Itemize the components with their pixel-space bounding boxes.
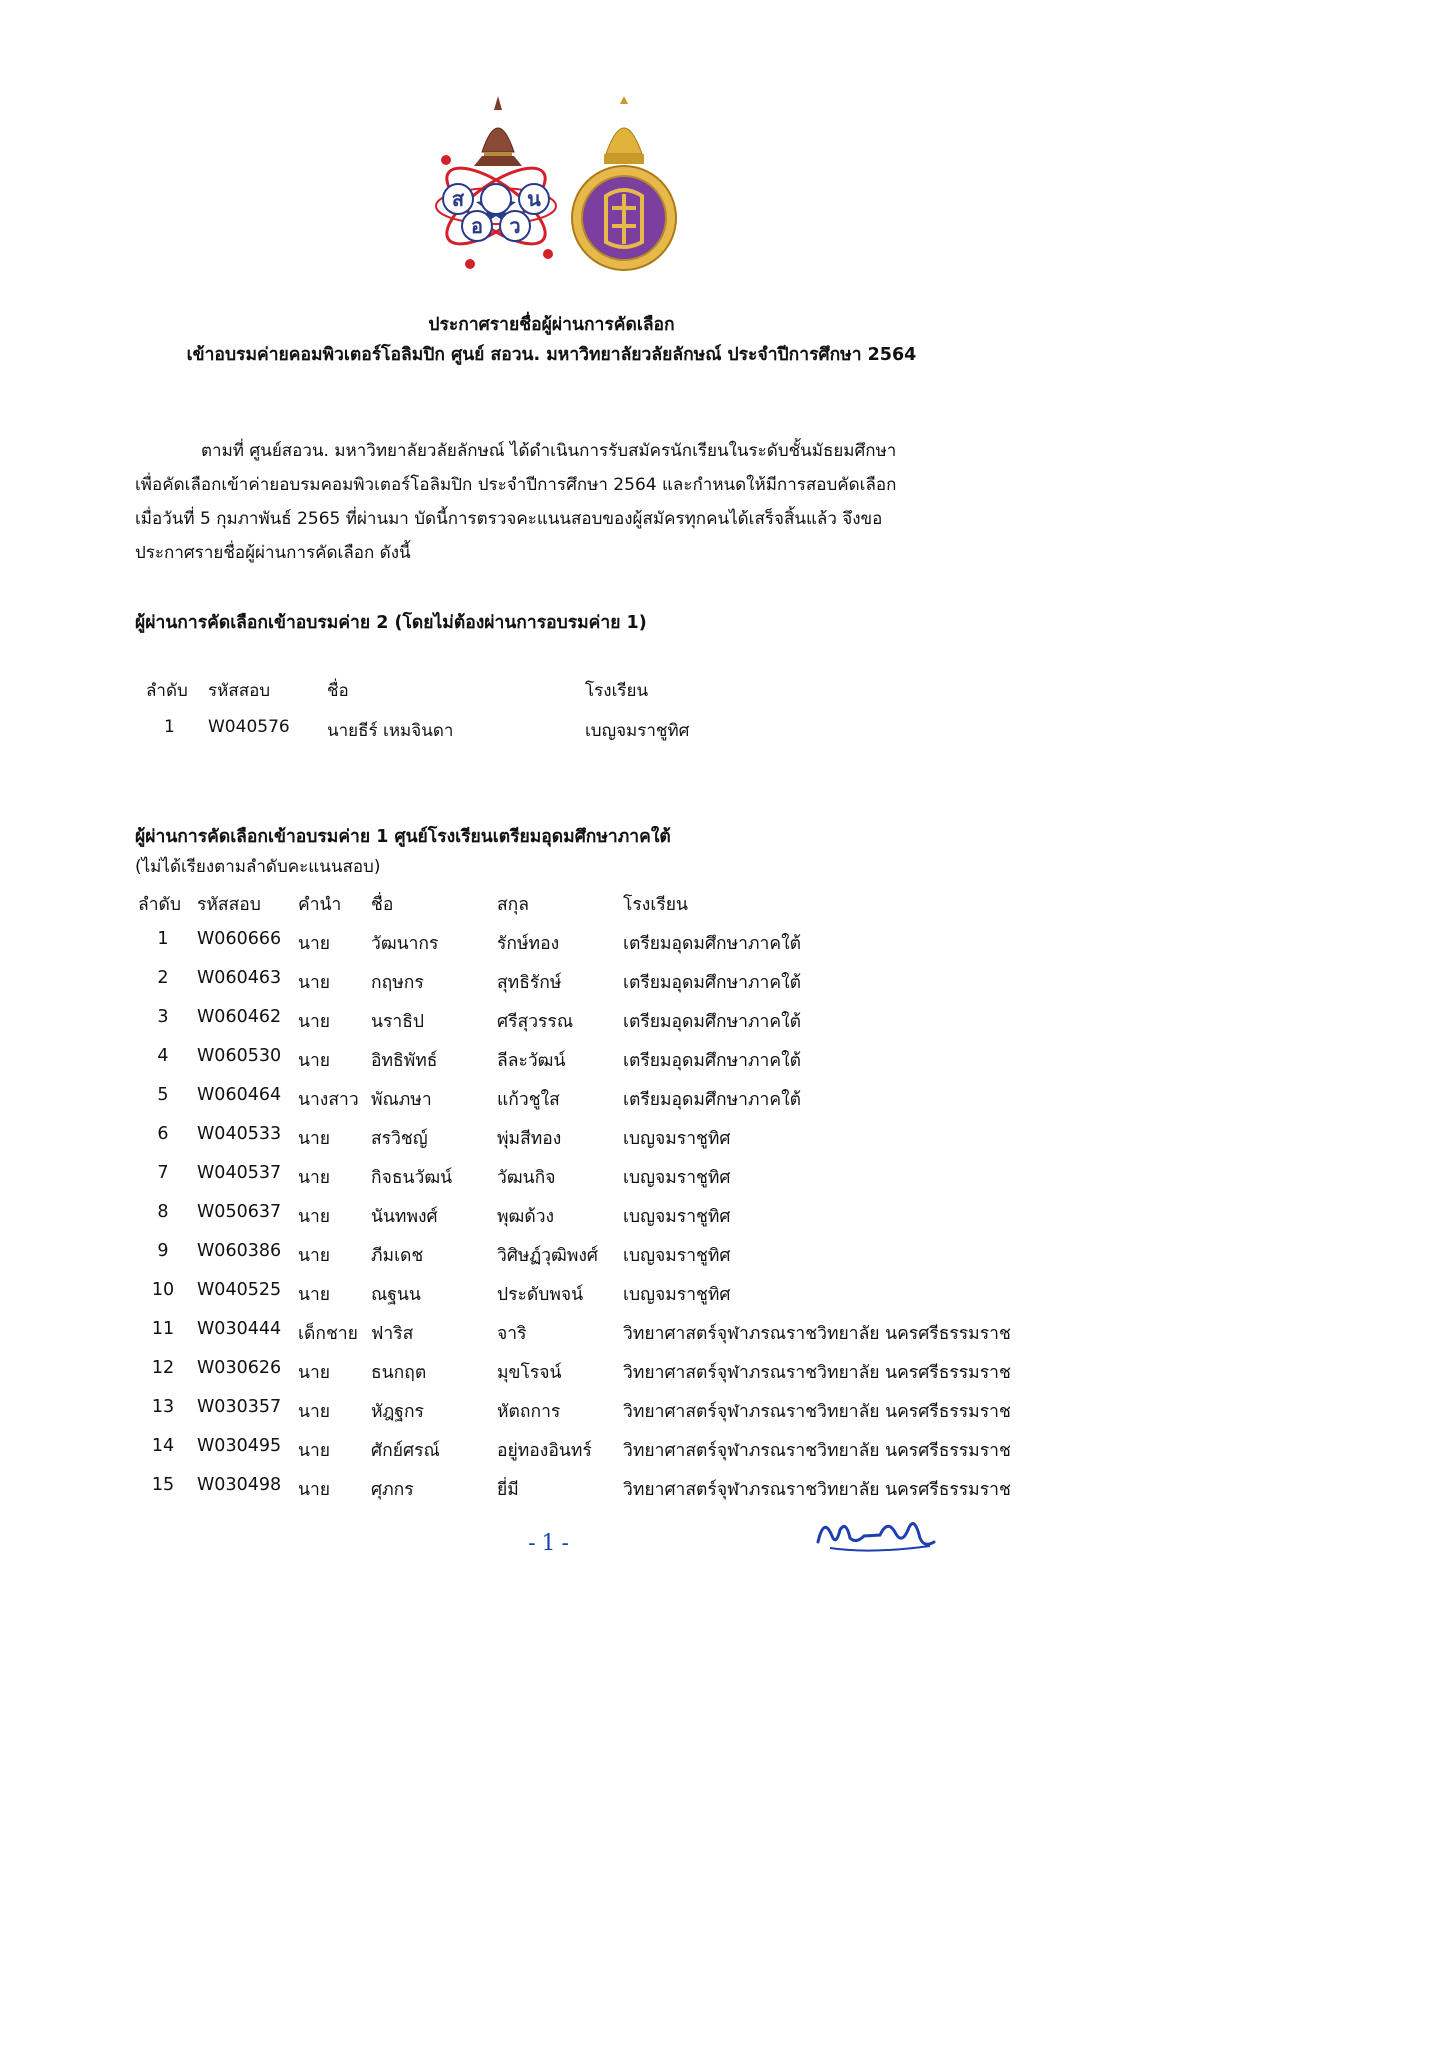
intro-line-4: ประกาศรายชื่อผู้ผ่านการคัดเลือก ดังนี้ xyxy=(135,543,411,563)
table-row xyxy=(0,1202,1103,1242)
row-num: 3 xyxy=(157,1007,169,1027)
table-row xyxy=(0,1007,1103,1047)
table-row xyxy=(0,1436,1103,1476)
posn-letter-3: ว xyxy=(509,214,521,238)
row-school: เตรียมอุดมศึกษาภาคใต้ xyxy=(623,934,801,954)
row-first-name: ฟาริส xyxy=(371,1324,414,1344)
row-first-name: ธนกฤต xyxy=(371,1363,427,1383)
row-first-name: วัฒนากร xyxy=(371,934,439,954)
table-row xyxy=(0,1163,1103,1203)
row-school: เบญจมราชูทิศ xyxy=(623,1168,731,1188)
camp2-heading: ผู้ผ่านการคัดเลือกเข้าอบรมค่าย 2 (โดยไม่ต้องผ่านการอบรมค่าย 1) xyxy=(135,613,647,633)
row-code: W060462 xyxy=(197,1007,282,1027)
row-prefix: นาย xyxy=(298,1207,331,1227)
camp1-heading: ผู้ผ่านการคัดเลือกเข้าอบรมค่าย 1 ศูนย์โรงเรียนเตรียมอุดมศึกษาภาคใต้ xyxy=(135,827,671,847)
row-code: W030444 xyxy=(197,1319,282,1339)
row-last-name: จาริ xyxy=(497,1324,527,1344)
camp2-header-code: รหัสสอบ xyxy=(208,681,271,701)
camp2-header-school: โรงเรียน xyxy=(585,681,649,701)
row-last-name: วิศิษฏ์วุฒิพงศ์ xyxy=(497,1246,599,1266)
camp1-header-first: ชื่อ xyxy=(371,895,394,915)
row-last-name: ประดับพจน์ xyxy=(497,1285,584,1305)
row-num: 14 xyxy=(151,1436,175,1456)
row-last-name: สุทธิรักษ์ xyxy=(497,973,562,993)
row-school: เตรียมอุดมศึกษาภาคใต้ xyxy=(623,1051,801,1071)
row-last-name: พุ่มสีทอง xyxy=(497,1129,562,1149)
row-first-name: กฤษกร xyxy=(371,973,424,993)
table-row xyxy=(0,1280,1103,1320)
row-school: เตรียมอุดมศึกษาภาคใต้ xyxy=(623,1012,801,1032)
row-school: วิทยาศาสตร์จุฬาภรณราชวิทยาลัย นครศรีธรรมราช xyxy=(623,1324,1011,1344)
row-first-name: พัณภษา xyxy=(371,1090,432,1110)
row-prefix: นาย xyxy=(298,934,331,954)
row-code: W060666 xyxy=(197,929,282,949)
row-prefix: นาย xyxy=(298,1402,331,1422)
row-prefix: นาย xyxy=(298,973,331,993)
row-school: เตรียมอุดมศึกษาภาคใต้ xyxy=(623,1090,801,1110)
row-first-name: ศักย์ศรณ์ xyxy=(371,1441,440,1461)
intro-line-2: เพื่อคัดเลือกเข้าค่ายอบรมคอมพิวเตอร์โอลิมปิก ประจำปีการศึกษา 2564 และกำหนดให้มีการสอบคัดเลือก xyxy=(135,475,897,495)
row-prefix: เด็กชาย xyxy=(298,1324,358,1344)
row-school: วิทยาศาสตร์จุฬาภรณราชวิทยาลัย นครศรีธรรมราช xyxy=(623,1480,1011,1500)
row-school: วิทยาศาสตร์จุฬาภรณราชวิทยาลัย นครศรีธรรมราช xyxy=(623,1441,1011,1461)
row-num: 12 xyxy=(151,1358,175,1378)
row-prefix: นาย xyxy=(298,1441,331,1461)
row-last-name: พุฒด้วง xyxy=(497,1207,555,1227)
row-first-name: ณฐนน xyxy=(371,1285,421,1305)
row-prefix: นาย xyxy=(298,1285,331,1305)
row-code: W030495 xyxy=(197,1436,282,1456)
row-first-name: ศุภกร xyxy=(371,1480,414,1500)
page-number-text: -1- xyxy=(528,1531,575,1556)
row-last-name: มุขโรจน์ xyxy=(497,1363,562,1383)
camp2-row-code: W040576 xyxy=(208,717,290,737)
row-last-name: รักษ์ทอง xyxy=(497,934,560,954)
posn-letter-2: อ xyxy=(470,214,484,238)
table-row xyxy=(0,1397,1103,1437)
row-first-name: นราธิป xyxy=(371,1012,424,1032)
row-code: W060463 xyxy=(197,968,282,988)
row-num: 11 xyxy=(151,1319,175,1339)
walailak-seal xyxy=(572,96,676,270)
row-code: W060464 xyxy=(197,1085,282,1105)
row-last-name: แก้วชูใส xyxy=(497,1090,560,1110)
row-code: W040525 xyxy=(197,1280,282,1300)
row-code: W030626 xyxy=(197,1358,282,1378)
row-code: W040533 xyxy=(197,1124,282,1144)
row-num: 13 xyxy=(151,1397,175,1417)
camp1-header-row xyxy=(0,890,1103,930)
row-num: 6 xyxy=(157,1124,169,1144)
camp2-row-name: นายธีร์ เหมจินดา xyxy=(327,721,454,741)
table-row xyxy=(0,1358,1103,1398)
row-last-name: ยี่มี xyxy=(497,1480,519,1500)
row-num: 4 xyxy=(157,1046,169,1066)
row-school: เบญจมราชูทิศ xyxy=(623,1246,731,1266)
camp1-note: (ไม่ได้เรียงตามลำดับคะแนนสอบ) xyxy=(135,857,381,877)
row-prefix: นาย xyxy=(298,1129,331,1149)
camp1-header-last: สกุล xyxy=(497,895,530,915)
row-first-name: ภีมเดช xyxy=(371,1246,424,1266)
row-code: W060386 xyxy=(197,1241,282,1261)
row-prefix: นางสาว xyxy=(298,1090,359,1110)
header-logos xyxy=(0,96,1103,288)
row-code: W060530 xyxy=(197,1046,282,1066)
row-last-name: หัตถการ xyxy=(497,1402,561,1422)
table-row xyxy=(0,1241,1103,1281)
row-school: เตรียมอุดมศึกษาภาคใต้ xyxy=(623,973,801,993)
row-school: เบญจมราชูทิศ xyxy=(623,1207,731,1227)
row-first-name: กิจธนวัฒน์ xyxy=(371,1168,453,1188)
posn-letter-4: น xyxy=(527,187,541,211)
row-prefix: นาย xyxy=(298,1246,331,1266)
intro-paragraph xyxy=(135,434,977,570)
intro-line-3: เมื่อวันที่ 5 กุมภาพันธ์ 2565 ที่ผ่านมา บัดนี้การตรวจคะแนนสอบของผู้สมัครทุกคนได้เสร็จสิ้นแล้ว จึงขอ xyxy=(135,509,883,529)
row-num: 15 xyxy=(151,1475,175,1495)
row-prefix: นาย xyxy=(298,1480,331,1500)
table-row xyxy=(0,968,1103,1008)
intro-line-1: ตามที่ ศูนย์สอวน. มหาวิทยาลัยวลัยลักษณ์ ได้ดำเนินการรับสมัครนักเรียนในระดับชั้นมัธยมศึกษา xyxy=(201,441,897,461)
row-first-name: อิทธิพัทธ์ xyxy=(371,1051,438,1071)
camp1-header-school: โรงเรียน xyxy=(623,895,688,915)
row-school: เบญจมราชูทิศ xyxy=(623,1129,731,1149)
table-row xyxy=(0,1085,1103,1125)
row-school: วิทยาศาสตร์จุฬาภรณราชวิทยาลัย นครศรีธรรมราช xyxy=(623,1402,1011,1422)
row-first-name: สรวิชญ์ xyxy=(371,1129,428,1149)
row-code: W050637 xyxy=(197,1202,282,1222)
row-num: 9 xyxy=(157,1241,169,1261)
camp2-row-num: 1 xyxy=(164,717,175,737)
posn-logo xyxy=(436,96,556,269)
row-num: 2 xyxy=(157,968,169,988)
row-last-name: ลีละวัฒน์ xyxy=(497,1051,566,1071)
posn-letter-1: ส xyxy=(451,187,465,211)
row-prefix: นาย xyxy=(298,1363,331,1383)
table-row xyxy=(0,1046,1103,1086)
row-school: เบญจมราชูทิศ xyxy=(623,1285,731,1305)
logos-svg xyxy=(0,96,1103,288)
camp2-header-name: ชื่อ xyxy=(327,681,349,701)
announcement-title-line-2: เข้าอบรมค่ายคอมพิวเตอร์โอลิมปิก ศูนย์ สอวน. มหาวิทยาลัยวลัยลักษณ์ ประจำปีการศึกษา 2564 xyxy=(186,345,917,365)
camp1-header-num: ลำดับ xyxy=(138,895,182,915)
camp1-header-code: รหัสสอบ xyxy=(197,895,261,915)
table-row xyxy=(0,929,1103,969)
row-code: W040537 xyxy=(197,1163,282,1183)
row-last-name: วัฒนกิจ xyxy=(497,1168,556,1188)
row-num: 8 xyxy=(157,1202,169,1222)
camp2-row-school: เบญจมราชูทิศ xyxy=(585,721,690,741)
camp1-header-prefix: คำนำ xyxy=(298,895,342,915)
announcement-title-line-1: ประกาศรายชื่อผู้ผ่านการคัดเลือก xyxy=(428,315,675,335)
row-prefix: นาย xyxy=(298,1168,331,1188)
camp2-header-num: ลำดับ xyxy=(146,681,188,701)
row-school: วิทยาศาสตร์จุฬาภรณราชวิทยาลัย นครศรีธรรมราช xyxy=(623,1363,1011,1383)
row-num: 1 xyxy=(157,929,169,949)
table-row xyxy=(0,1124,1103,1164)
signature xyxy=(810,1508,950,1558)
table-row xyxy=(0,1319,1103,1359)
row-code: W030498 xyxy=(197,1475,282,1495)
row-num: 10 xyxy=(151,1280,175,1300)
row-num: 7 xyxy=(157,1163,169,1183)
row-num: 5 xyxy=(157,1085,169,1105)
row-prefix: นาย xyxy=(298,1051,331,1071)
row-last-name: ศรีสุวรรณ xyxy=(497,1012,574,1032)
row-first-name: นันทพงศ์ xyxy=(371,1207,438,1227)
row-prefix: นาย xyxy=(298,1012,331,1032)
row-code: W030357 xyxy=(197,1397,282,1417)
row-last-name: อยู่ทองอินทร์ xyxy=(497,1441,592,1461)
row-first-name: หัฎฐกร xyxy=(371,1402,424,1422)
